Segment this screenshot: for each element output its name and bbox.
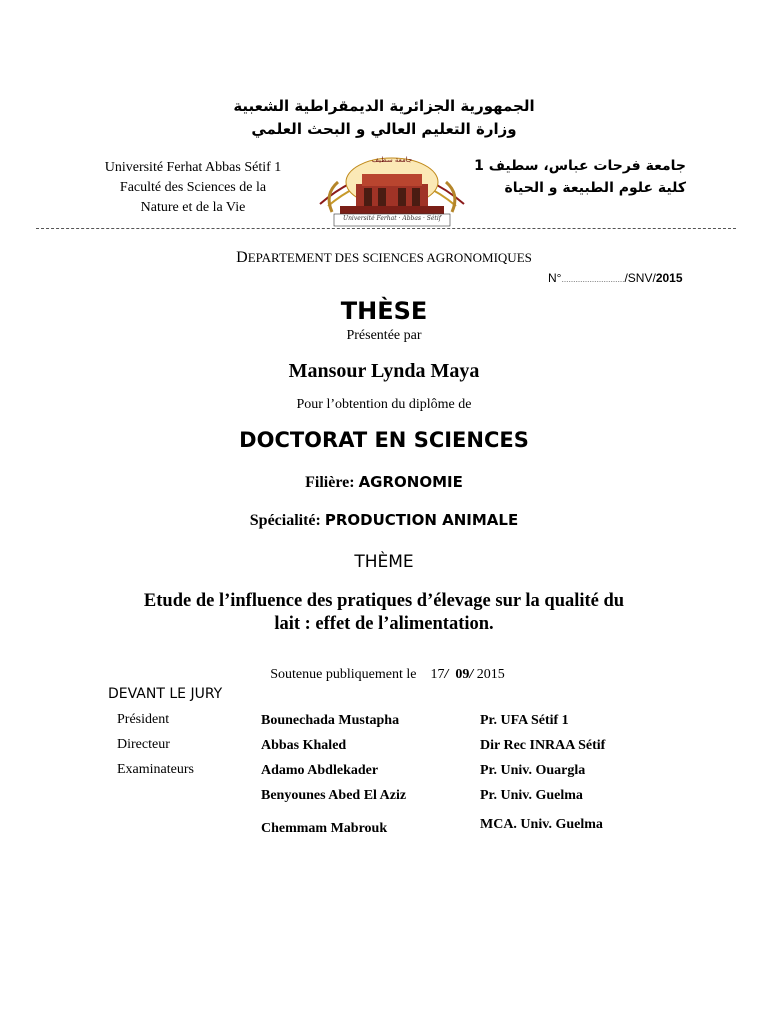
defense-label: Soutenue publiquement le xyxy=(270,667,417,682)
jury-affiliation: Dir Rec INRAA Sétif xyxy=(480,738,606,753)
jury-row xyxy=(0,737,768,757)
specialite-value: PRODUCTION ANIMALE xyxy=(324,511,519,529)
faculty-name-arabic: كلية علوم الطبيعة و الحياة xyxy=(504,180,686,196)
specialite-label: Spécialité: xyxy=(249,512,321,529)
filiere xyxy=(0,473,768,492)
author-name: Mansour Lynda Maya xyxy=(288,360,480,382)
left-header xyxy=(88,158,298,218)
university-name: Université Ferhat Abbas Sétif 1 xyxy=(104,160,282,175)
department-initial: D xyxy=(236,249,248,266)
defense-date xyxy=(0,651,768,683)
header-divider xyxy=(36,228,736,229)
number-year: 2015 xyxy=(655,271,683,285)
obtention-text: Pour l’obtention du diplôme de xyxy=(296,397,472,412)
jury-affiliation: Pr. Univ. Guelma xyxy=(480,788,583,803)
jury-affiliation: Pr. UFA Sétif 1 xyxy=(480,713,569,728)
jury-name: Chemmam Mabrouk xyxy=(261,821,388,836)
department-name xyxy=(0,249,768,267)
jury-name: Bounechada Mustapha xyxy=(261,713,400,728)
right-header xyxy=(470,155,686,199)
number-suffix: /SNV/ xyxy=(624,271,656,285)
defense-day: 17 xyxy=(430,667,445,682)
defense-sep1: / xyxy=(444,667,449,682)
document-title: THÈSE xyxy=(340,297,428,325)
theme-line2: lait : effet de l’alimentation. xyxy=(274,614,494,634)
defense-sep2: / xyxy=(469,667,474,682)
number-dots: ……………………… xyxy=(561,277,625,284)
degree-title: DOCTORAT EN SCIENCES xyxy=(239,428,529,452)
jury-role: Directeur xyxy=(117,737,170,752)
arabic-header-line1: الجمهورية الجزائرية الديمقراطية الشعبية xyxy=(233,97,535,115)
jury-role: Examinateurs xyxy=(117,762,194,777)
theme-heading: THÈME xyxy=(354,552,414,572)
jury-affiliation: Pr. Univ. Ouargla xyxy=(480,763,586,778)
jury-name: Benyounes Abed El Aziz xyxy=(261,788,407,803)
faculty-name-line1: Faculté des Sciences de la xyxy=(119,180,267,195)
jury-affiliation: MCA. Univ. Guelma xyxy=(480,817,603,832)
filiere-value: AGRONOMIE xyxy=(358,473,463,491)
department-rest: EPARTEMENT DES SCIENCES AGRONOMIQUES xyxy=(247,250,532,265)
defense-year: 2015 xyxy=(476,667,505,682)
number-prefix: N° xyxy=(548,271,562,285)
logo-arc-text: جامعة سطيف xyxy=(371,156,413,164)
university-name-arabic: جامعة فرحات عباس، سطيف 1 xyxy=(474,158,686,174)
jury-role: Président xyxy=(117,712,170,727)
jury-row xyxy=(0,787,768,807)
theme-text xyxy=(0,590,768,636)
faculty-name-line2: Nature et de la Vie xyxy=(140,200,246,215)
theme-line1: Etude de l’influence des pratiques d’élevage sur la qualité du xyxy=(143,591,625,611)
arabic-header-line2: وزارة التعليم العالي و البحث العلمي xyxy=(251,120,517,138)
university-logo xyxy=(312,150,472,228)
defense-month: 09 xyxy=(455,667,470,682)
filiere-label: Filière: xyxy=(305,474,355,491)
jury-name: Abbas Khaled xyxy=(261,738,347,753)
thesis-number xyxy=(548,271,683,285)
jury-row xyxy=(0,712,768,732)
jury-row xyxy=(0,762,768,782)
jury-name: Adamo Abdlekader xyxy=(261,763,379,778)
logo-bottom-text: Université Ferhat · Abbas · Sétif xyxy=(343,215,441,222)
jury-heading: DEVANT LE JURY xyxy=(108,686,223,702)
presented-by: Présentée par xyxy=(346,328,422,343)
jury-row xyxy=(0,817,768,839)
specialite xyxy=(0,511,768,530)
